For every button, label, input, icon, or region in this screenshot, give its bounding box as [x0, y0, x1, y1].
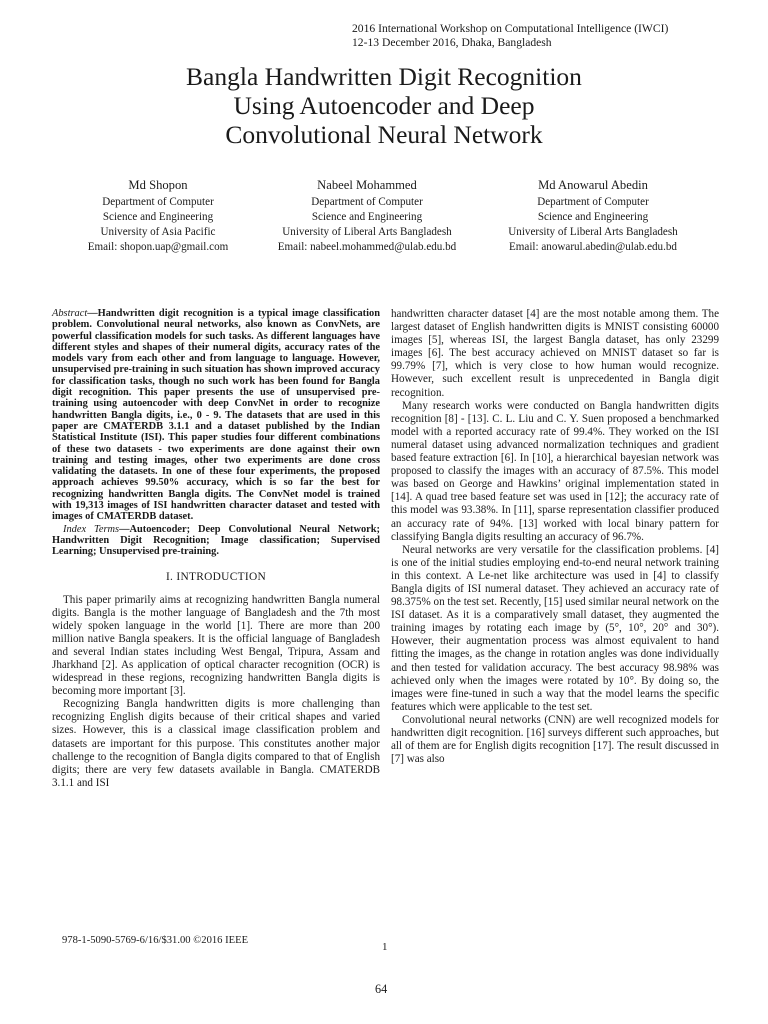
author-name: Md Shopon — [128, 178, 188, 192]
section-heading: I. INTRODUCTION — [165, 570, 267, 583]
body-paragraph: handwritten character dataset [4] are the most notable among them. The largest dataset of English handwritten digits is MNIST consisting 60000 images [5], whereas ISI, the largest Bangla dataset, has only 23299 images [6]. The best accuracy achieved on MNIST dataset so far is 99.79% [7], which is very close to how human would recognize. However, such excellent result is unprecedented in Bangla digit recognition. — [391, 308, 719, 399]
author-dept: Department of Computer — [537, 195, 649, 208]
author-dept: Department of Computer — [102, 195, 214, 208]
body-paragraph: This paper primarily aims at recognizing handwritten Bangla numeral digits. Bangla is the mother language of Bangladesh and the 7th most widely spoken language in the world [1]. There are more than 200 million native Bangla speakers. It is the official language of Bangladesh and several Indian states including West Bengal, Tripura, Assam and Jharkhand [2]. As application of optical character recognition (OCR) is widespread in these regions, recognizing handwritten Bangla digits is becoming more important [3]. — [52, 593, 380, 698]
intro-body — [52, 594, 380, 790]
title-line: Convolutional Neural Network — [225, 120, 543, 149]
author-dept: Science and Engineering — [537, 210, 649, 223]
author-1 — [78, 178, 238, 256]
right-column — [391, 308, 719, 766]
left-column — [52, 308, 380, 790]
copyright-footer: 978-1-5090-5769-6/16/$31.00 ©2016 IEEE — [62, 935, 249, 946]
conference-header — [352, 22, 668, 50]
author-name: Md Anowarul Abedin — [538, 178, 648, 192]
index-terms-text: —Autoencoder; Deep Convolutional Neural Network; Handwritten Digit Recognition; Image classification; Supervised Learning; Unsupervised pre-training. — [52, 523, 381, 558]
page-number-outer: 64 — [375, 982, 388, 996]
author-affiliation: University of Liberal Arts Bangladesh — [508, 226, 678, 239]
abstract — [52, 308, 380, 558]
index-terms-label: Index Terms — [63, 523, 120, 535]
author-dept: Science and Engineering — [311, 210, 423, 223]
author-affiliation: University of Asia Pacific — [100, 226, 216, 239]
author-dept: Department of Computer — [311, 195, 423, 208]
author-email: Email: nabeel.mohammed@ulab.edu.bd — [277, 241, 457, 254]
author-email: Email: shopon.uap@gmail.com — [87, 241, 229, 254]
title-line: Using Autoencoder and Deep — [233, 91, 535, 120]
paper-title — [0, 62, 768, 149]
conference-date: 12-13 December 2016, Dhaka, Bangladesh — [352, 36, 552, 49]
author-name: Nabeel Mohammed — [317, 178, 417, 192]
abstract-text: —Handwritten digit recognition is a typical image classification problem. Convolutional neural networks, also known as ConvNets, are powerful classification models for such tasks. As different languages have different styles and shapes of their numeral digits, accuracy rates of the models vary from each other and from language to language. However, unsupervised pre-training in such situation has shown improved accuracy for classification tasks, though no such work has been found for Bangla digit recognition. This paper presents the use of unsupervised pre-training using autoencoder with deep ConvNet in order to recognize handwritten Bangla digits, i.e., 0 - 9. The datasets that are used in this paper are CMATERDB 3.1.1 and a dataset published by the Indian Statistical Institute (ISI). This paper studies four different combinations of these two datasets - two experiments are done against their own training and testing images, other two experiments are done cross validating the datasets. In one of these four experiments, the proposed approach achieves 99.50% accuracy, which is so far the best for recognizing handwritten Bangla digits. The ConvNet model is trained with 19,313 images of ISI handwritten character dataset and tested with images of CMATERDB dataset. — [52, 308, 380, 523]
conference-name: 2016 International Workshop on Computational Intelligence (IWCI) — [352, 22, 669, 35]
abstract-label: Abstract — [52, 308, 88, 319]
author-dept: Science and Engineering — [102, 210, 214, 223]
body-paragraph: Many research works were conducted on Bangla handwritten digits recognition [8] - [13]. C. L. Liu and C. Y. Suen proposed a benchmarked model with a reported accuracy rate of 99.4%. They worked on the ISI numeral dataset using advanced normalization techniques and gradient based feature extraction [6]. In [10], a hierarchical bayesian network was proposed to classify the images with an accuracy of 87.5%. This model was based on George and Hawkins’ original implementation stated in [14]. A quad tree based feature set was used in [12]; the accuracy rate of this model was 93.38%. In [11], sparse representation classifier produced an accuracy rate of 94%. [13] worked with local binary pattern for classifying Bangla digits resulting an accuracy of 96.7%. — [391, 399, 719, 543]
author-3 — [490, 178, 696, 256]
body-paragraph: Neural networks are very versatile for the classification problems. [4] is one of the initial studies employing end-to-end neural network training in this context. A Le-net like architecture was used in [4] to classify Bangla digits of ISI numeral dataset. They achieved an accuracy rate of 98.375% on the test set. Recently, [15] used similar neural network on the ISI dataset. As it is a comparatively small dataset, they augmented the training images by rotating each image by (5°, 10°, 20° and 30°). However, their augmentation process was almost equivalent to hand fitting the images, as the change in rotation angles was done individually and then tested for validation accuracy. The best accuracy 98.98% was achieved only when the images were rotated by 10°. By doing so, the images were fine-tuned in such a way that the model learns the specific features which were applicable to the test set. — [391, 543, 720, 713]
author-affiliation: University of Liberal Arts Bangladesh — [282, 226, 452, 239]
page-number-inner: 1 — [382, 941, 388, 953]
body-paragraph: Recognizing Bangla handwritten digits is more challenging than recognizing English digits because of their critical shapes and varied sizes. However, this is a classical image classification problem and datasets are important for this purpose. This constitutes another major challenge to the recognition of Bangla digits compared to that of English digits; there are very few datasets available in Bangla. CMATERDB 3.1.1 and ISI — [52, 698, 380, 789]
body-paragraph: Convolutional neural networks (CNN) are well recognized models for handwritten digit recognition. [16] surveys different such approaches, but all of them are for English digits recognition [17]. The result discussed in [7] was also — [391, 713, 719, 766]
author-2 — [262, 178, 472, 256]
title-line: Bangla Handwritten Digit Recognition — [186, 62, 582, 91]
abstract-paragraph — [52, 308, 380, 523]
index-terms-paragraph — [52, 524, 380, 558]
author-email: Email: anowarul.abedin@ulab.edu.bd — [509, 241, 677, 254]
